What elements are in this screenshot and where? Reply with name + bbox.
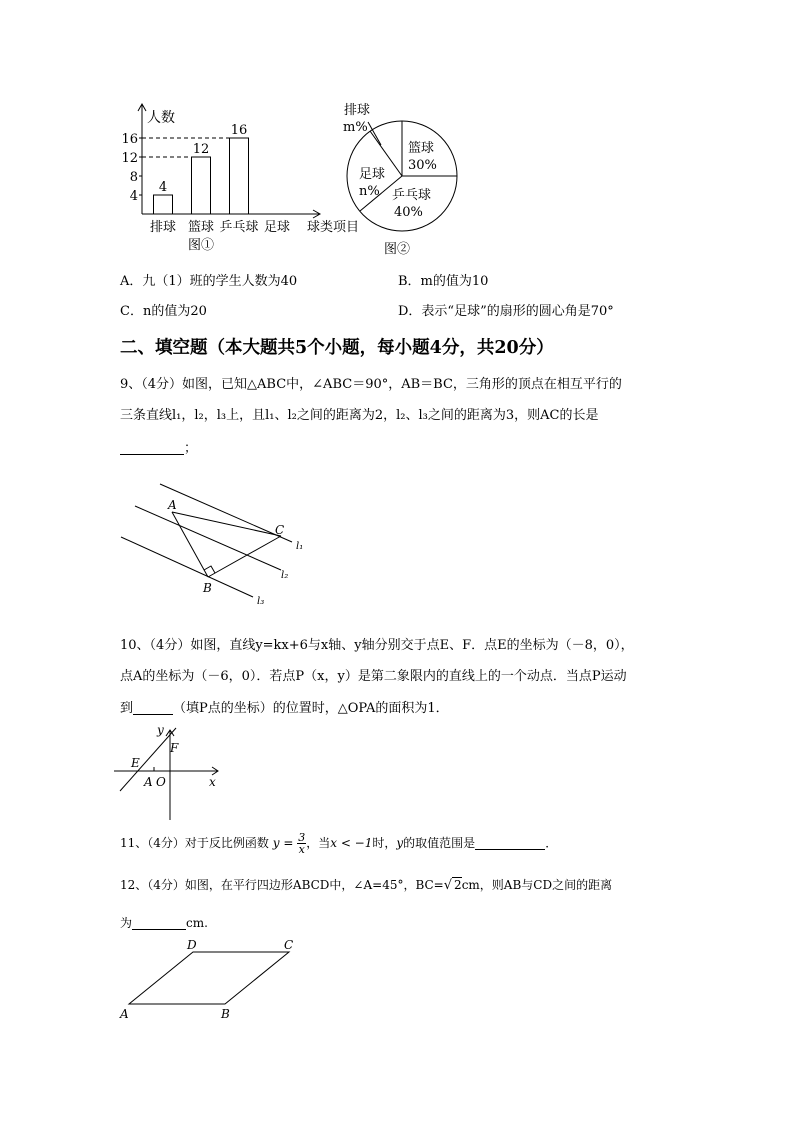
q10-line1: 10、（4分）如图，直线y=kx+6与x轴、y轴分别交于点E、F．点E的坐标为（－8，0）， — [120, 638, 634, 653]
pie-value-football: n% — [359, 184, 380, 199]
bar-category-label-2: 乒乓球 — [219, 220, 259, 235]
bar-ytick-label: 8 — [129, 170, 138, 185]
option-d: D．表示“足球”的扇形的圆心角是70° — [398, 304, 614, 319]
pie-value-pingpong: 40% — [394, 205, 423, 220]
q10-label-F: F — [170, 741, 179, 755]
bar-category-label-0: 排球 — [149, 220, 177, 235]
q12-line2: 为 cm. — [120, 916, 208, 930]
q12-label-B: B — [221, 1007, 230, 1021]
q9-label-A: A — [168, 498, 177, 512]
bar-data-label-2: 16 — [230, 123, 248, 138]
q9-label-B: B — [203, 581, 212, 595]
q12-parallelogram — [129, 952, 289, 1004]
section-title: 二、填空题（本大题共5个小题，每小题4分，共20分） — [120, 338, 554, 358]
bar-ytick-label: 4 — [129, 189, 138, 204]
pie-label-basketball: 篮球 — [408, 141, 435, 156]
q12-label-A: A — [120, 1007, 129, 1021]
pie-value-volleyball: m% — [343, 120, 368, 135]
q10-label-O: O — [156, 775, 166, 789]
q9-answer-line: ； — [120, 437, 197, 456]
option-a: A．九（1）班的学生人数为40 — [120, 274, 298, 289]
q9-line1: 9、（4分）如图，已知△ABC中，∠ABC＝90°，AB＝BC，三角形的顶点在相互平行的 — [120, 377, 622, 392]
pie-label-volleyball: 排球 — [344, 103, 371, 118]
bar-data-label-0: 4 — [158, 180, 168, 195]
pie-caption: 图② — [384, 242, 411, 257]
q12-line1: 12、（4分）如图，在平行四边形ABCD中，∠A=45°，BC=√ 2cm，则AB与CD之间的距离 — [120, 878, 613, 893]
bar-ytick-label: 16 — [121, 132, 138, 147]
bar-caption: 图① — [188, 238, 215, 253]
bar-ytick-label: 12 — [121, 151, 138, 166]
q10-label-y: y — [157, 723, 164, 737]
q10-label-x: x — [209, 775, 216, 789]
q10-label-A: A — [144, 775, 153, 789]
option-b: B．m的值为10 — [398, 274, 489, 289]
option-c: C．n的值为20 — [120, 304, 207, 319]
q10-line3: 到 （填P点的坐标）的位置时，△OPA的面积为1． — [120, 701, 449, 716]
q11-line: 11、（4分）对于反比例函数 y = $\frac{3}{x}$ ，当x < −1时，y的取值范围是 ． — [120, 831, 558, 856]
pie-value-basketball: 30% — [408, 158, 437, 173]
bar-category-label-1: 篮球 — [187, 220, 215, 235]
bar-category-label-3: 足球 — [263, 220, 291, 235]
pie-label-football: 足球 — [359, 167, 386, 182]
q9-line2: 三条直线l₁，l₂，l₃上，且l₁、l₂之间的距离为2，l₂、l₃之间的距离为3，则AC的长是 — [120, 408, 599, 423]
q9-label-C: C — [275, 523, 285, 537]
q11-fraction: $\frac{3}{x}$ — [298, 831, 306, 856]
q12-label-C: C — [284, 938, 294, 952]
q12-label-D: D — [187, 938, 197, 952]
q9-label-l3: l₃ — [257, 596, 265, 607]
bar-data-label-1: 12 — [192, 142, 210, 157]
q9-label-l1: l₁ — [296, 541, 304, 552]
q10-line2: 点A的坐标为（－6，0）．若点P（x，y）是第二象限内的直线上的一个动点．当点P运动 — [120, 669, 627, 684]
pie-label-pingpong: 乒乓球 — [392, 188, 432, 203]
q9-label-l2: l₂ — [281, 570, 289, 581]
q10-label-E: E — [131, 756, 140, 770]
bar-ylabel: 人数 — [147, 110, 175, 126]
bar-xlabel: 球类项目 — [307, 220, 360, 235]
